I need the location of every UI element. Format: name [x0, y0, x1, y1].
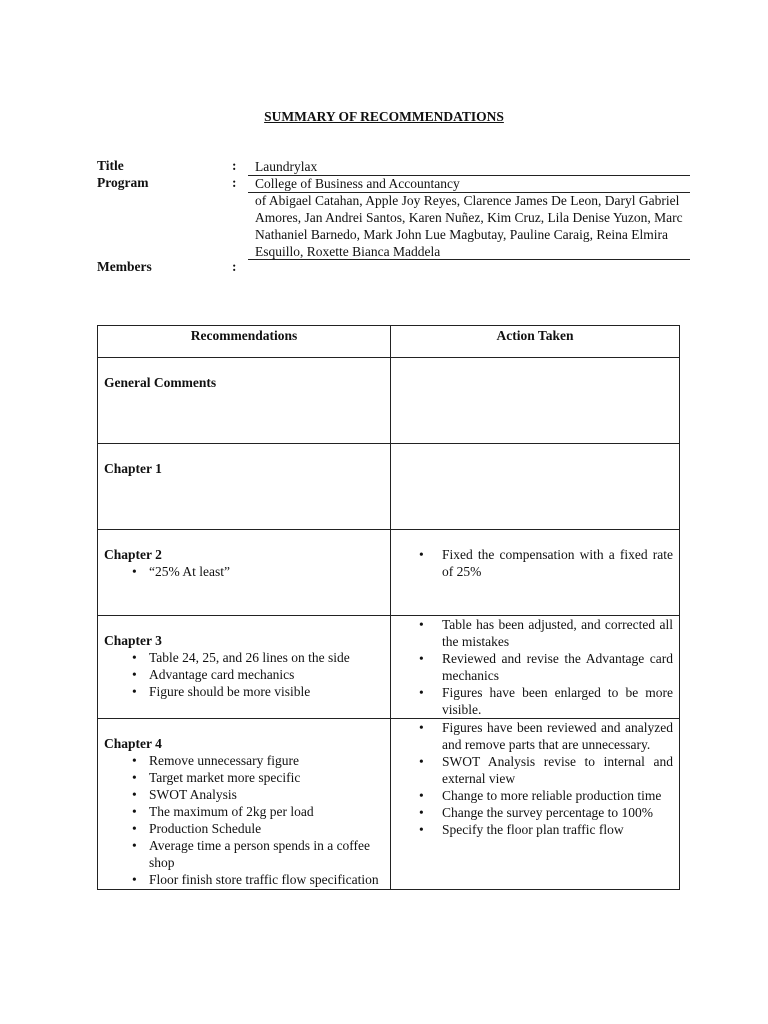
action-item: • Reviewed and revise the Advantage card mechanics [391, 650, 673, 684]
recommendation-item: • Remove unnecessary figure [104, 752, 384, 769]
action-item: • Fixed the compensation with a fixed rate of 25% [391, 546, 673, 580]
action-cell [391, 719, 680, 890]
recommendation-item: • Advantage card mechanics [104, 666, 384, 683]
members-label: Members [97, 259, 152, 274]
chapter-heading: General Comments [104, 375, 217, 390]
table-row [98, 358, 680, 444]
title-value: Laundrylax [255, 159, 318, 174]
recommendation-item: • Floor finish store traffic flow specification [104, 871, 384, 888]
table-row [98, 530, 680, 616]
action-item: • SWOT Analysis revise to internal and external view [391, 753, 673, 787]
table-row [98, 616, 680, 719]
recommendation-item: • Production Schedule [104, 820, 384, 837]
recommendation-item: • Target market more specific [104, 769, 384, 786]
members-underline [248, 259, 690, 260]
action-cell [391, 444, 680, 530]
action-cell [391, 358, 680, 444]
header-recommendations: Recommendations [98, 326, 391, 358]
action-cell [391, 616, 680, 719]
action-cell [391, 530, 680, 616]
action-item: • Change to more reliable production time [391, 787, 673, 804]
program-label: Program [97, 175, 149, 190]
action-item: • Table has been adjusted, and corrected all the mistakes [391, 616, 673, 650]
title-label: Title [97, 158, 124, 173]
table-row [98, 719, 680, 890]
recommendations-cell [98, 444, 391, 530]
recommendation-item: • “25% At least” [104, 563, 384, 580]
recommendations-cell [98, 530, 391, 616]
recommendations-cell [98, 358, 391, 444]
action-item: • Change the survey percentage to 100% [391, 804, 673, 821]
document-heading: SUMMARY OF RECOMMENDATIONS [264, 109, 504, 124]
action-item: • Figures have been reviewed and analyzed and remove parts that are unnecessary. [391, 719, 673, 753]
recommendations-table [97, 325, 680, 890]
members-colon: : [232, 259, 237, 274]
chapter-heading: Chapter 4 [104, 736, 162, 751]
header-action-taken: Action Taken [391, 326, 680, 358]
recommendations-cell [98, 616, 391, 719]
table-header-row [98, 326, 680, 358]
chapter-heading: Chapter 2 [104, 547, 162, 562]
recommendation-item: • The maximum of 2kg per load [104, 803, 384, 820]
program-value: College of Business and Accountancy [255, 176, 460, 191]
recommendation-item: • Figure should be more visible [104, 683, 384, 700]
program-colon: : [232, 175, 237, 190]
title-colon: : [232, 158, 237, 173]
chapter-heading: Chapter 1 [104, 461, 162, 476]
chapter-heading: Chapter 3 [104, 633, 162, 648]
recommendation-item: • Table 24, 25, and 26 lines on the side [104, 649, 384, 666]
members-value: of Abigael Catahan, Apple Joy Reyes, Clarence James De Leon, Daryl Gabriel Amores, Jan Andrei Santos, Karen Nuñez, Kim Cruz, Lila Denise Yuzon, Marc Nathaniel Barnedo, Mark John Lue Magbutay, Pauline Caraig, Reina Elmira Esquillo, Roxette Bianca Maddela [255, 193, 683, 259]
recommendation-item: • SWOT Analysis [104, 786, 384, 803]
table-row [98, 444, 680, 530]
recommendations-cell [98, 719, 391, 890]
action-item: • Figures have been enlarged to be more visible. [391, 684, 673, 718]
recommendation-item: • Average time a person spends in a coffee shop [104, 837, 384, 871]
action-item: • Specify the floor plan traffic flow [391, 821, 673, 838]
